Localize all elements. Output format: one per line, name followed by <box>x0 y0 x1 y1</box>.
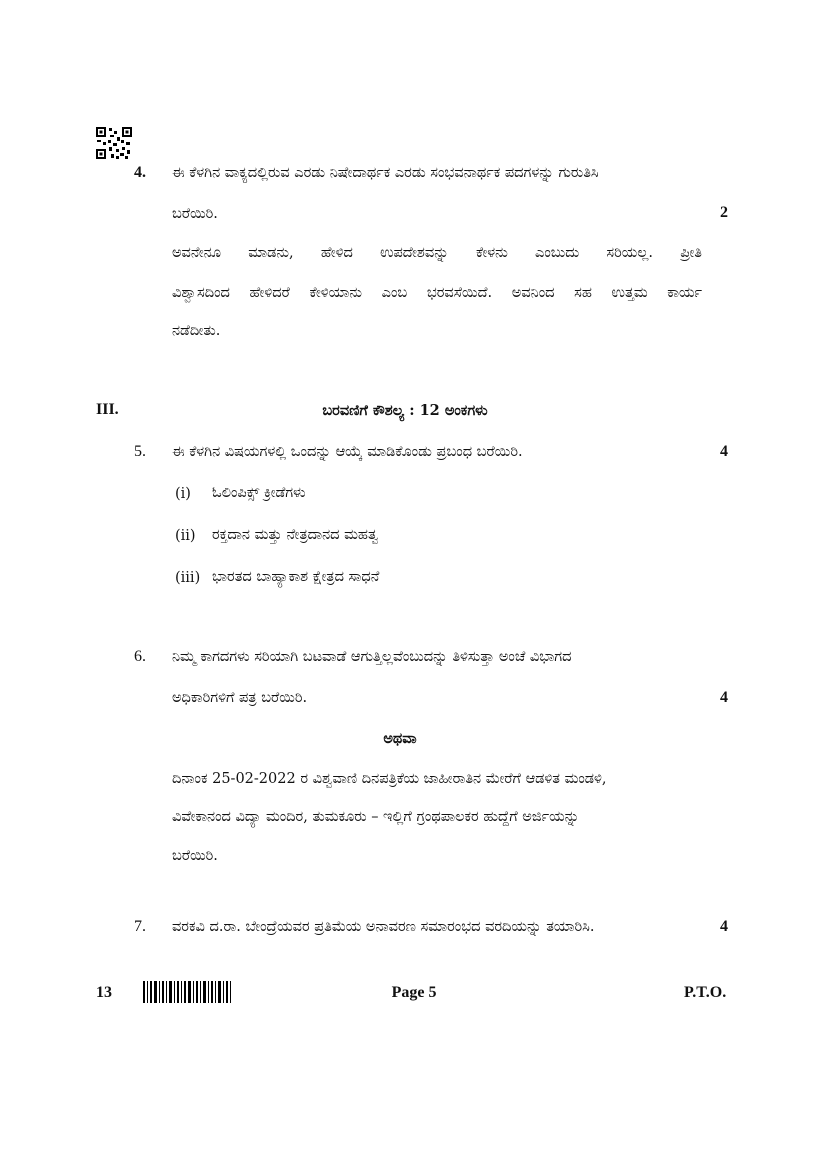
passage-line-2: ವಿಶ್ವಾಸದಿಂದ ಹೇಳಿದರೆ ಕೇಳಿಯಾನು ಎಂಬ ಭರವಸೆಯಿದೆ. ಅವನಿಂದ ಸಹ ಉತ್ತಮ ಕಾರ್ಯ <box>172 285 702 301</box>
qr-code-icon <box>96 127 132 159</box>
barcode-icon <box>143 981 231 1003</box>
page-number: Page 5 <box>391 984 437 1001</box>
question-7-text: ವರಕವಿ ದ.ರಾ. ಬೇಂದ್ರೆಯವರ ಪ್ರತಿಮೆಯ ಅನಾವರಣ ಸಮಾರಂಭದ ವರದಿಯನ್ನು ತಯಾರಿಸಿ. <box>172 919 595 935</box>
section-heading: ಬರವಣಿಗೆ ಕೌಶಲ್ಯ : 12 ಅಂಕಗಳು <box>322 402 488 419</box>
option-label: (i) <box>175 486 191 502</box>
question-6-number: 6. <box>134 648 146 665</box>
option-text: ಭಾರತದ ಬಾಹ್ಯಾಕಾಶ ಕ್ಷೇತ್ರದ ಸಾಧನೆ <box>212 569 380 585</box>
pto-label: P.T.O. <box>684 984 727 1001</box>
question-6-text-line1: ನಿಮ್ಮ ಕಾಗದಗಳು ಸರಿಯಾಗಿ ಬಟವಾಡೆ ಆಗುತ್ತಿಲ್ಲವೆಂಬುದನ್ನು ತಿಳಿಸುತ್ತಾ ಅಂಚೆ ವಿಭಾಗದ <box>172 649 572 665</box>
option-label: (iii) <box>175 570 201 586</box>
question-4-text-line2: ಬರೆಯಿರಿ. <box>172 206 218 222</box>
alt-line-1: ದಿನಾಂಕ 25-02-2022 ರ ವಿಶ್ವವಾಣಿ ದಿನಪತ್ರಿಕೆಯ ಜಾಹೀರಾತಿನ ಮೇರೆಗೆ ಆಡಳಿತ ಮಂಡಳಿ, <box>172 771 607 787</box>
question-5-number: 5. <box>134 443 146 460</box>
option-text: ಓಲಿಂಪಿಕ್ಸ್ ಕ್ರೀಡೆಗಳು <box>212 485 306 501</box>
question-4-marks: 2 <box>720 204 728 221</box>
question-6-text-line2: ಅಧಿಕಾರಿಗಳಿಗೆ ಪತ್ರ ಬರೆಯಿರಿ. <box>172 690 308 706</box>
footer-code: 13 <box>96 984 112 1001</box>
option-text: ರಕ್ತದಾನ ಮತ್ತು ನೇತ್ರದಾನದ ಮಹತ್ವ <box>212 527 379 543</box>
passage-line-3: ನಡೆದೀತು. <box>172 323 221 339</box>
question-7-marks: 4 <box>720 918 728 935</box>
question-4-text-line1: ಈ ಕೆಳಗಿನ ವಾಕ್ಯದಲ್ಲಿರುವ ಎರಡು ನಿಷೇದಾರ್ಥಕ ಎರಡು ಸಂಭವನಾರ್ಥಕ ಪದಗಳನ್ನು ಗುರುತಿಸಿ <box>172 165 599 181</box>
option-label: (ii) <box>175 528 196 544</box>
question-4-number: 4. <box>134 164 146 181</box>
passage-line-1: ಅವನೇನೂ ಮಾಡನು, ಹೇಳಿದ ಉಪದೇಶವನ್ನು ಕೇಳನು ಎಂಬುದು ಸರಿಯಲ್ಲ. ಪ್ರೀತಿ <box>172 245 702 261</box>
or-label: ಅಥವಾ <box>383 730 417 747</box>
question-6-marks: 4 <box>720 689 728 706</box>
alt-line-2: ವಿವೇಕಾನಂದ ವಿದ್ಯಾ ಮಂದಿರ, ತುಮಕೂರು – ಇಲ್ಲಿಗೆ ಗ್ರಂಥಪಾಲಕರ ಹುದ್ದೆಗೆ ಅರ್ಜಿಯನ್ನು <box>172 809 580 825</box>
question-5-text: ಈ ಕೆಳಗಿನ ವಿಷಯಗಳಲ್ಲಿ ಒಂದನ್ನು ಆಯ್ಕೆ ಮಾಡಿಕೊಂಡು ಪ್ರಬಂಧ ಬರೆಯಿರಿ. <box>172 444 523 460</box>
alt-line-3: ಬರೆಯಿರಿ. <box>172 848 218 864</box>
section-number: III. <box>96 401 119 418</box>
question-5-marks: 4 <box>720 443 728 460</box>
question-7-number: 7. <box>134 918 146 935</box>
